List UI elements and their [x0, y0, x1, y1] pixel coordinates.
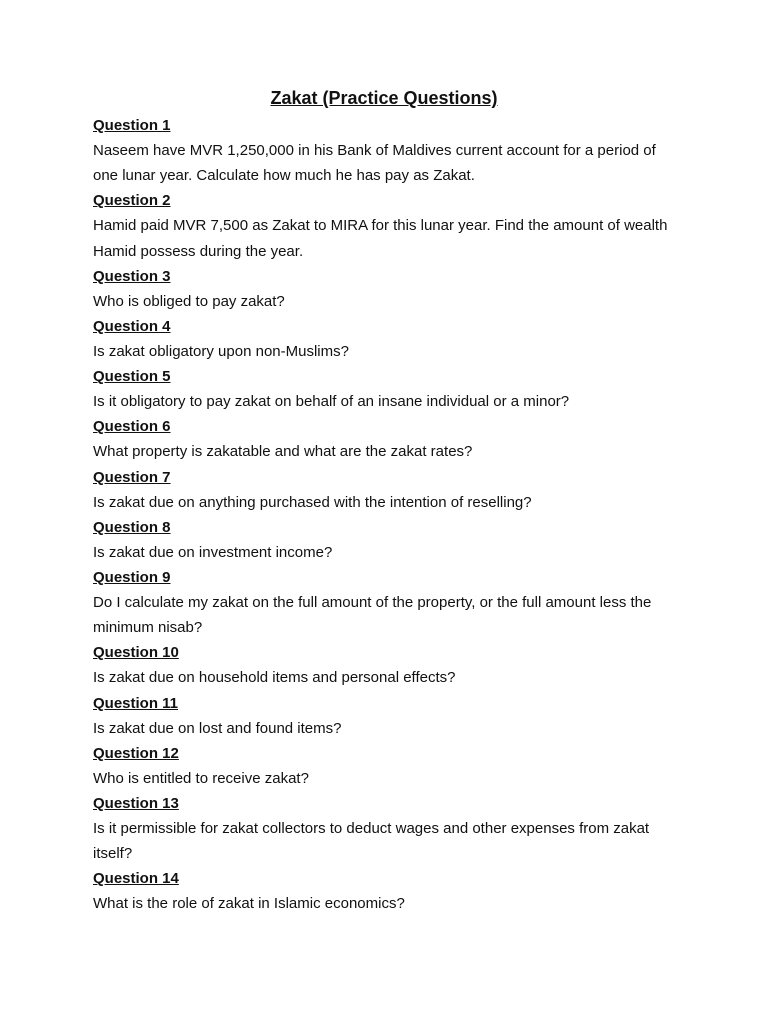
- question-heading: Question 12: [93, 744, 179, 762]
- question-text-line: Is zakat obligatory upon non-Muslims?: [93, 343, 349, 361]
- question-item: [93, 640, 693, 690]
- question-text-line: Who is entitled to receive zakat?: [93, 769, 309, 787]
- question-heading: Question 6: [93, 418, 171, 436]
- question-item: [93, 791, 693, 866]
- question-text-line: one lunar year. Calculate how much he has pay as Zakat.: [93, 167, 475, 185]
- question-heading: Question 14: [93, 870, 179, 888]
- question-text-line: What is the role of zakat in Islamic economics?: [93, 895, 405, 913]
- question-heading: Question 11: [93, 694, 179, 712]
- question-item: [93, 188, 693, 263]
- question-item: [93, 113, 693, 188]
- question-text-line: Hamid possess during the year.: [93, 242, 304, 260]
- question-heading: Question 5: [93, 368, 171, 386]
- question-list: [93, 113, 693, 917]
- question-text-line: Do I calculate my zakat on the full amount of the property, or the full amount less the: [93, 594, 652, 612]
- question-text-line: Naseem have MVR 1,250,000 in his Bank of Maldives current account for a period of: [93, 142, 656, 159]
- question-text-line: Is zakat due on household items and personal effects?: [93, 669, 456, 687]
- question-heading: Question 8: [93, 518, 171, 536]
- question-text-line: What property is zakatable and what are the zakat rates?: [93, 443, 473, 461]
- document-title: Zakat (Practice Questions): [270, 88, 498, 108]
- question-heading: Question 13: [93, 795, 179, 813]
- question-item: [93, 866, 693, 916]
- question-text-line: minimum nisab?: [93, 619, 203, 637]
- question-item: [93, 264, 693, 314]
- question-text-line: Is it permissible for zakat collectors to deduct wages and other expenses from zakat: [93, 820, 650, 838]
- question-item: [93, 314, 693, 364]
- question-item: [93, 565, 693, 640]
- question-item: [93, 364, 693, 414]
- question-text-line: Is it obligatory to pay zakat on behalf of an insane individual or a minor?: [93, 393, 570, 411]
- question-heading: Question 10: [93, 644, 179, 662]
- question-text-line: Who is obliged to pay zakat?: [93, 292, 285, 310]
- question-text-line: itself?: [93, 845, 133, 863]
- question-item: [93, 741, 693, 791]
- question-heading: Question 2: [93, 192, 171, 210]
- question-heading: Question 7: [93, 468, 171, 486]
- question-item: [93, 414, 693, 464]
- question-item: [93, 465, 693, 515]
- question-heading: Question 9: [93, 569, 171, 587]
- question-text-line: Hamid paid MVR 7,500 as Zakat to MIRA for this lunar year. Find the amount of wealth: [93, 217, 668, 235]
- question-heading: Question 4: [93, 318, 171, 336]
- question-item: [93, 515, 693, 565]
- question-heading: Question 1: [93, 117, 171, 134]
- question-heading: Question 3: [93, 267, 171, 285]
- question-text-line: Is zakat due on anything purchased with the intention of reselling?: [93, 493, 532, 511]
- question-text-line: Is zakat due on lost and found items?: [93, 719, 342, 737]
- question-item: [93, 691, 693, 741]
- question-text-line: Is zakat due on investment income?: [93, 543, 333, 561]
